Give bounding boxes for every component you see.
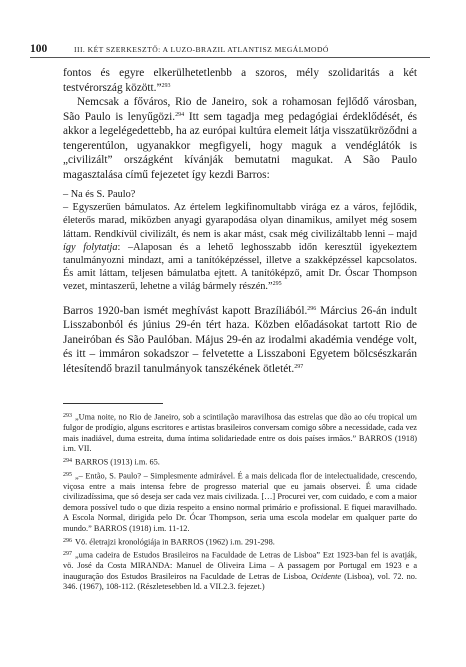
running-header bbox=[30, 43, 430, 58]
paragraph-3: Barros 1920-ban ismét meghívást kapott Brazíliából.$^{296}$ Március 26-án indult Lisszabonból és június 29-én tért haza. Közben előadásokat tartott Rio de Janeiróban és São Paulóban. Május 29-én az irodalmi akadémia vendége volt, és itt – immáron sokadszor – felvetette a Lisszaboni Egyetem bölcsészkarán létesítendő brazil tanulmányok tanszékének ötletét.$^{297}$ bbox=[63, 304, 417, 375]
footnote-294: $^{294}$ BARROS (1913) i.m. 65. bbox=[63, 457, 160, 467]
quote-line-1: – Na és S. Paulo? bbox=[63, 189, 136, 200]
footnote-297: $^{297}$ „uma cadeira de Estudos Brasileiros na Faculdade de Letras de Lisboa” Ezt 1923-ban fel is avatják, vö. José da Costa MIRANDA: Manuel de Oliveira Lima – A passagem por Portugal em 1923 e a inauguração dos Estudos Brasileiros na Faculdade de Letras de Lisboa, Ocidente (Lisboa), vol. 72. no. 346. (1967), 108-112. (Részletesebben ld. a VII.2.3. fejezet.) bbox=[63, 550, 417, 591]
running-title: III. KÉT SZERKESZTŐ: A LUZO-BRAZIL ATLANTISZ MEGÁLMODÓ bbox=[74, 45, 329, 54]
paragraph-2: Nemcsak a főváros, Rio de Janeiro, sok a rohamosan fejlődő városban, São Paulo is lenyűgözi.$^{294}$ Itt sem tagadja meg pedagógiai érdeklődését, és akkor a legelégedettebb, ha az európai kultúra elemeit látja visszatükröződni a tengerentúlon, ugyanakkor megfigyeli, hogy maguk a vendéglátók is „civilizált” országként kívánják bemutatni magukat. A São Paulo magasztalása című fejezetet így kezdi Barros: bbox=[63, 96, 417, 181]
footnote-295: $^{295}$ „– Então, S. Paulo? – Simplesmente admirável. É a mais delicada flor de intelectualidade, crescendo, viçosa entre a mais intensa febre de progresso material que eu jamais observei. É uma cidade civilizadíssima, que só deseja ser cada vez mais civilizada. […] Procurei ver, com cuidado, e com a maior demora possível tudo o que dizia respeito a ensino normal primário e profissional. E fiquei maravilhado. A Escola Normal, dirigida pelo Dr. Ócar Thompson, seria uma escola modelar em qualquer parte do mundo.” BARROS (1918) i.m. 11-12. bbox=[63, 471, 417, 533]
footnote-ref-295: 295 bbox=[272, 281, 282, 288]
block-quote bbox=[63, 188, 417, 294]
quote-italic: így folytatja bbox=[63, 241, 118, 253]
quote-paragraph-2: – Egyszerűen bámulatos. Az értelem legkifinomultabb virága ez a város, fejlődik, életerős marad, miközben anyagi gyarapodása olyan dinamikus, amilyet még sosem láttam. Rendkívül civilizált, és nem is akar mást, csak még civilizáltabb lenni – majd így folytatja: –Alaposan és a lehető leghosszabb időn keresztül igyekeztem tanulmányozni mindazt, ami a tanítóképzéssel, illetve a szakképzéssel kapcsolatos. És amit láttam, teljesen bámulatba ejtett. A tanítóképző, amit Dr. Óscar Thompson vezet, mintaszerű, lehetne a világ bármely részén.”$^{295}$ bbox=[63, 202, 417, 293]
footnote-293: $^{293}$ „Uma noite, no Rio de Janeiro, sob a scintilação maravilhosa das estrelas que dão ao céu tropical um fulgor de prodígio, alguns escritores e artistas brasileiros conversam comigo sôbre a necessidade, cada vez mais inadiável, duma estreita, duma íntima solidariedade entre os dois países irmãos.” BARROS (1918) i.m. VII. bbox=[63, 412, 417, 453]
footnote-ref-294: 294 bbox=[175, 111, 185, 118]
footnote-ref-296: 296 bbox=[307, 305, 317, 312]
footnotes bbox=[63, 411, 417, 594]
paragraph-1: fontos és egyre elkerülhetetlenbb a szoros, mély szolidaritás a két testvérország között.”$^{293}$ bbox=[63, 67, 417, 94]
footnote-296: $^{296}$ Vö. életrajzi kronológiája in BARROS (1962) i.m. 291-298. bbox=[63, 537, 275, 546]
footnote-ref-293: 293 bbox=[161, 82, 171, 89]
main-text bbox=[63, 66, 417, 376]
footnote-separator bbox=[63, 403, 163, 404]
page-number: 100 bbox=[30, 43, 48, 55]
footnote-ref-297: 297 bbox=[294, 363, 304, 370]
